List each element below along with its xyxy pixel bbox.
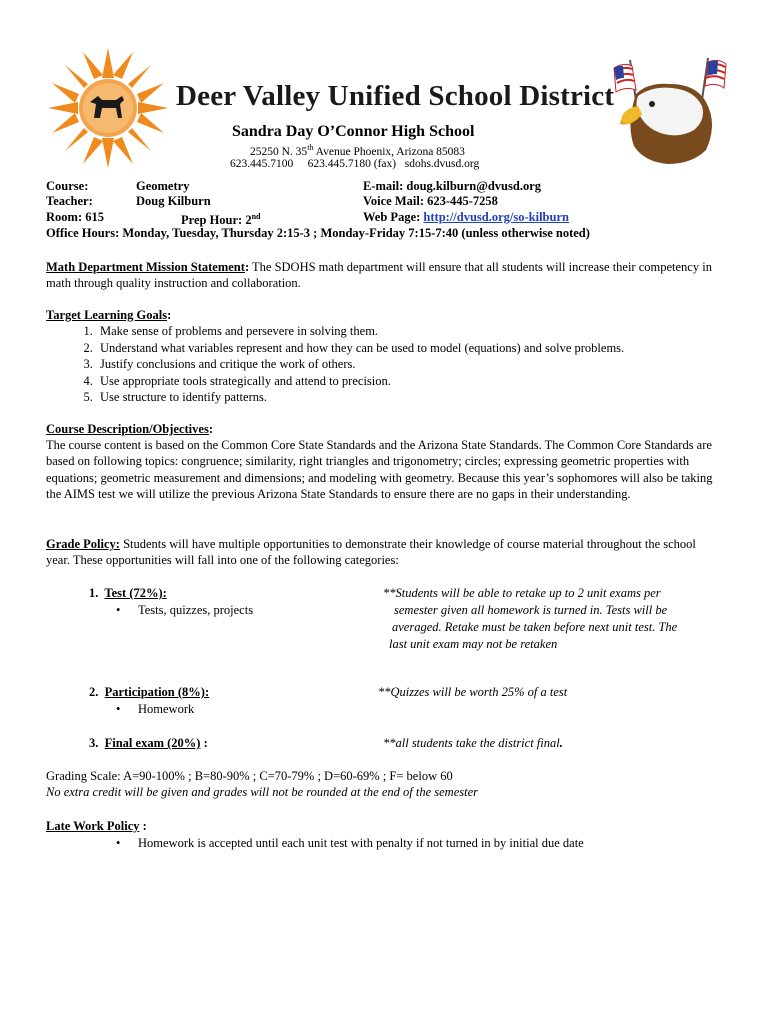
category-participation: 2. Participation (8%): xyxy=(89,685,210,699)
list-item: 3. Justify conclusions and critique the work of others. xyxy=(96,356,624,373)
description-heading: Course Description/Objectives: xyxy=(46,422,213,436)
course-value: Geometry xyxy=(136,179,190,193)
school-address: 25250 N. 35th Avenue Phoenix, Arizona 85083 xyxy=(250,143,465,158)
bullet-icon: • xyxy=(116,836,121,850)
mission-statement: Math Department Mission Statement: The SDOHS math department will ensure that all students will increase their competency in math through quality instruction and collaboration. xyxy=(46,260,712,291)
test-note-1: **Students will be able to retake up to 2 unit exams per xyxy=(383,586,661,600)
bullet-icon: • xyxy=(116,603,121,617)
eagle-flags-logo xyxy=(608,54,730,166)
category-final: 3. Final exam (20%) : xyxy=(89,736,208,750)
goals-heading: Target Learning Goals: xyxy=(46,308,172,322)
late-work-heading: Late Work Policy : xyxy=(46,819,147,833)
mission-heading: Math Department Mission Statement xyxy=(46,260,245,274)
description-text: The course content is based on the Common Core State Standards and the Arizona State Standards. The Common Core Standards are based on following topics: congruence; similarity, right triangles and trigonometry; circles; expressing geometric properties with equations; geometric measurement and dimensions; and modeling with geometry. Because this year’s sophomores will also be taking the AIMS test we will utilize the previous Arizona State Standards to ensure there are no gaps in their understanding. xyxy=(46,438,713,501)
grade-policy: Grade Policy: Students will have multiple opportunities to demonstrate their knowledge of course material throughout the school year. These opportunities will fall into one of the following categories: xyxy=(46,537,696,568)
webpage-link[interactable]: http://dvusd.org/so-kilburn xyxy=(423,210,569,224)
prep-hour: Prep Hour: 2nd xyxy=(181,212,261,228)
goals-list xyxy=(46,323,624,406)
course-label: Course: xyxy=(46,179,89,193)
email[interactable]: E-mail: doug.kilburn@dvusd.org xyxy=(363,179,541,193)
voicemail: Voice Mail: 623-445-7258 xyxy=(363,194,498,208)
list-item: 4. Use appropriate tools strategically and attend to precision. xyxy=(96,373,624,390)
test-note-3: averaged. Retake must be taken before next unit test. The xyxy=(392,620,678,634)
list-item: 2. Understand what variables represent and how they can be used to model (equations) and solve problems. xyxy=(96,340,624,357)
district-name: Deer Valley Unified School District xyxy=(176,80,615,112)
grading-scale: Grading Scale: A=90-100% ; B=80-90% ; C=70-79% ; D=60-69% ; F= below 60 xyxy=(46,769,453,783)
no-extra-credit: No extra credit will be given and grades will not be rounded at the end of the semester xyxy=(46,785,478,799)
participation-note: **Quizzes will be worth 25% of a test xyxy=(378,685,568,699)
webpage: Web Page: http://dvusd.org/so-kilburn xyxy=(363,210,569,224)
school-name: Sandra Day O’Connor High School xyxy=(232,123,475,140)
sun-logo xyxy=(46,46,170,170)
school-phone-line: 623.445.7100 623.445.7180 (fax) sdohs.dvusd.org xyxy=(230,158,480,170)
list-item: 1. Make sense of problems and persevere in solving them. xyxy=(96,323,624,340)
list-item: 5. Use structure to identify patterns. xyxy=(96,389,624,406)
office-hours: Office Hours: Monday, Tuesday, Thursday 2:15-3 ; Monday-Friday 7:15-7:40 (unless otherwise noted) xyxy=(46,226,590,240)
room-label: Room: 615 xyxy=(46,210,104,224)
grade-policy-heading: Grade Policy: xyxy=(46,537,120,551)
category-test: 1. Test (72%): xyxy=(89,586,167,600)
test-note-2: semester given all homework is turned in. Tests will be xyxy=(394,603,668,617)
category-participation-bullet: • Homework xyxy=(116,702,195,716)
late-work-bullet: • Homework is accepted until each unit test with penalty if not turned in by initial due date xyxy=(116,836,584,850)
bullet-icon: • xyxy=(116,702,121,716)
final-note: **all students take the district final. xyxy=(383,736,563,750)
teacher-value: Doug Kilburn xyxy=(136,194,211,208)
category-test-bullet: • Tests, quizzes, projects xyxy=(116,603,254,617)
teacher-label: Teacher: xyxy=(46,194,93,208)
test-note-4: last unit exam may not be retaken xyxy=(389,637,558,651)
